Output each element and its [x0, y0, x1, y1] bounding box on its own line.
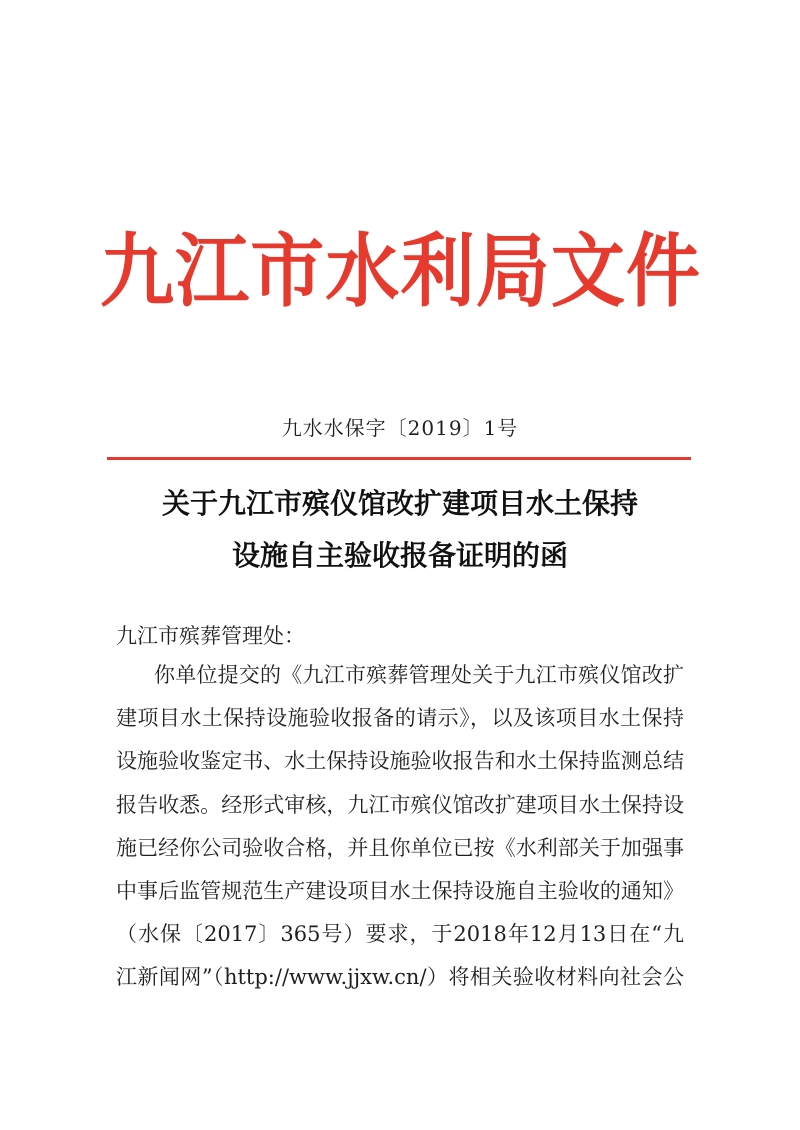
- title-line-2: 设施自主验收报备证明的函: [231, 539, 568, 572]
- letterhead-char: 九: [100, 225, 174, 319]
- document-title: [0, 478, 800, 582]
- letterhead-title: [100, 222, 700, 322]
- body-line: （水保〔2017〕365号）要求，于2018年12月13日在“九: [116, 922, 684, 947]
- body-line: 你单位提交的《九江市殡葬管理处关于九江市殡仪馆改扩: [154, 663, 684, 687]
- salutation: 九江市殡葬管理处：: [116, 624, 305, 648]
- letterhead-char: 市: [250, 225, 325, 319]
- body-paragraph: [116, 654, 684, 1000]
- letterhead-char: 文: [550, 225, 625, 319]
- body-line: 施已经你公司验收合格，并且你单位已按《水利部关于加强事: [116, 835, 684, 860]
- letterhead-char: 江: [175, 225, 250, 319]
- letterhead-char: 件: [625, 225, 700, 319]
- body-line: 中事后监管规范生产建设项目水土保持设施自主验收的通知》: [116, 879, 684, 904]
- body-line: 江新闻网”（http://www.jjxw.cn/）将相关验收材料向社会公: [116, 965, 684, 990]
- title-line-1: 关于九江市殡仪馆改扩建项目水土保持: [161, 487, 638, 520]
- letterhead-char: 水: [325, 225, 400, 319]
- body-line: 建项目水土保持设施验收报备的请示》，以及该项目水土保持: [116, 706, 684, 731]
- letterhead-char: 利: [400, 225, 475, 319]
- body-line: 设施验收鉴定书、水土保持设施验收报告和水土保持监测总结: [116, 749, 684, 774]
- document-number: 九水水保字〔2019〕1号: [281, 416, 519, 440]
- letterhead-char: 局: [475, 225, 550, 319]
- body-line: 报告收悉。经形式审核，九江市殡仪馆改扩建项目水土保持设: [116, 792, 684, 817]
- red-divider-line: [107, 457, 691, 460]
